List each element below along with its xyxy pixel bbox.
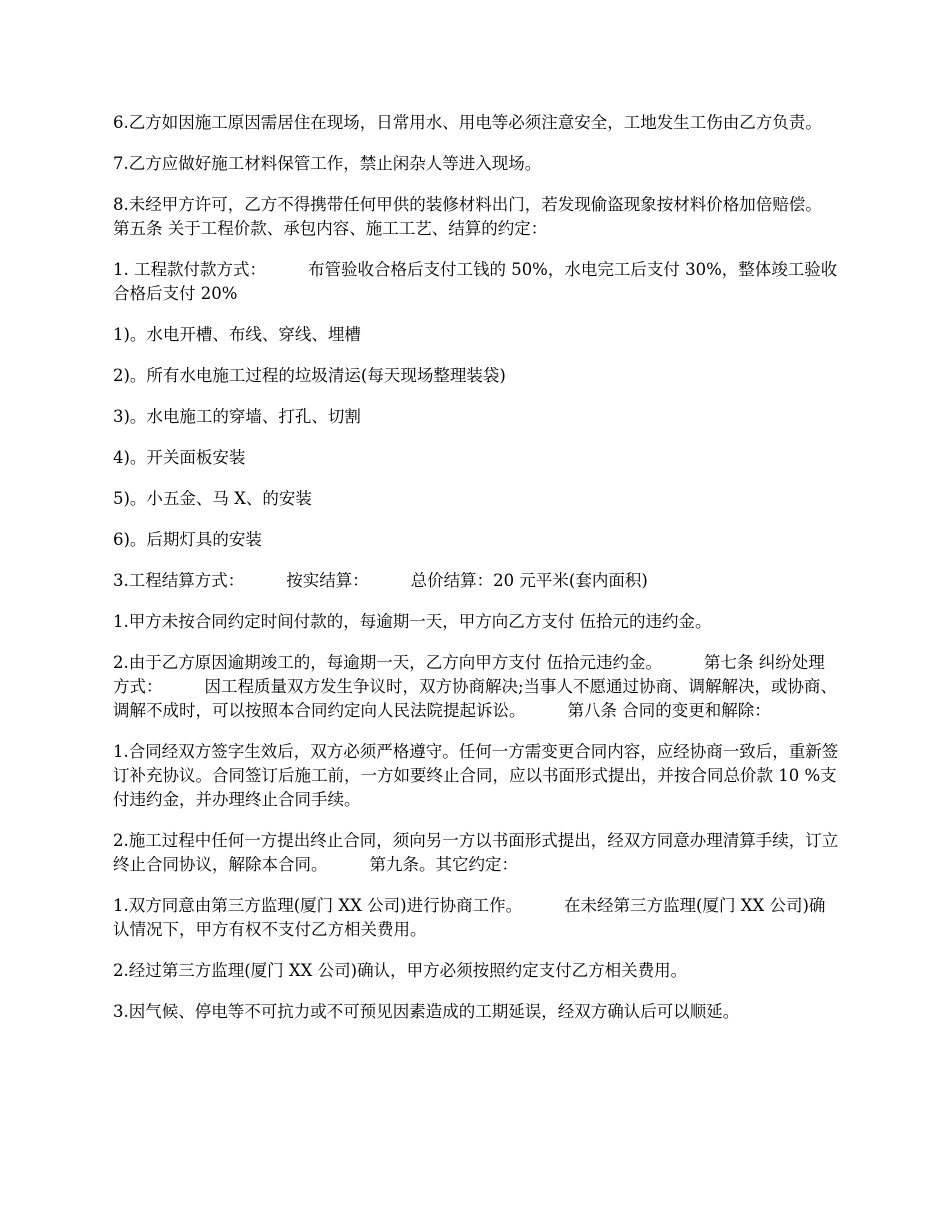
list-item: 1)。水电开槽、布线、穿线、埋槽 bbox=[113, 325, 361, 344]
clause-paragraph: 2.经过第三方监理(厦门 XX 公司)确认，甲方必须按照约定支付乙方相关费用。 bbox=[113, 961, 688, 980]
list-item: 2)。所有水电施工过程的垃圾清运(每天现场整理装袋) bbox=[113, 366, 506, 385]
clause-paragraph: 1.甲方未按合同约定时间付款的，每逾期一天，甲方向乙方支付 伍拾元的违约金。 bbox=[113, 612, 712, 631]
clause-paragraph: 3.工程结算方式： 按实结算： 总价结算：20 元平米(套内面积) bbox=[113, 571, 648, 590]
clause-paragraph: 1.双方同意由第三方监理(厦门 XX 公司)进行协商工作。 在未经第三方监理(厦门 XX 公司)确认情况下，甲方有权不支付乙方相关费用。 bbox=[113, 896, 826, 939]
clause-paragraph: 6.乙方如因施工原因需居住在现场，日常用水、用电等必须注意安全，工地发生工伤由乙方负责。 bbox=[113, 113, 822, 132]
clause-paragraph: 7.乙方应做好施工材料保管工作，禁止闲杂人等进入现场。 bbox=[113, 154, 542, 173]
document-body bbox=[113, 111, 864, 1041]
list-item: 5)。小五金、马 X、的安装 bbox=[113, 489, 312, 508]
clause-paragraph: 3.因气候、停电等不可抗力或不可预见因素造成的工期延误，经双方确认后可以顺延。 bbox=[113, 1002, 740, 1021]
clause-paragraph: 1. 工程款付款方式： 布管验收合格后支付工钱的 50%，水电完工后支付 30%，整体竣工验收合格后支付 20% bbox=[113, 260, 838, 303]
clause-paragraph: 1.合同经双方签字生效后，双方必须严格遵守。任何一方需变更合同内容，应经协商一致后，重新签订补充协议。合同签订后施工前，一方如要终止合同，应以书面形式提出，并按合同总价款 10 %支付违约金，并办理终止合同手续。 bbox=[113, 742, 839, 809]
list-item: 4)。开关面板安装 bbox=[113, 448, 246, 467]
list-item: 3)。水电施工的穿墙、打孔、切割 bbox=[113, 407, 361, 426]
list-item: 6)。后期灯具的安装 bbox=[113, 530, 262, 549]
clause-paragraph: 2.由于乙方原因逾期竣工的，每逾期一天，乙方向甲方支付 伍拾元违约金。 第七条 纠纷处理方式： 因工程质量双方发生争议时，双方协商解决;当事人不愿通过协商、调解解决，或协商、调解不成时，可以按照本合同约定向人民法院提起诉讼。 第八条 合同的变更和解除： bbox=[113, 653, 838, 720]
clause-paragraph: 8.未经甲方许可，乙方不得携带任何甲供的装修材料出门，若发现偷盗现象按材料价格加倍赔偿。 第五条 关于工程价款、承包内容、施工工艺、结算的约定： bbox=[113, 195, 864, 238]
clause-paragraph: 2.施工过程中任何一方提出终止合同，须向另一方以书面形式提出，经双方同意办理清算手续，订立终止合同协议，解除本合同。 第九条。其它约定： bbox=[113, 831, 839, 874]
